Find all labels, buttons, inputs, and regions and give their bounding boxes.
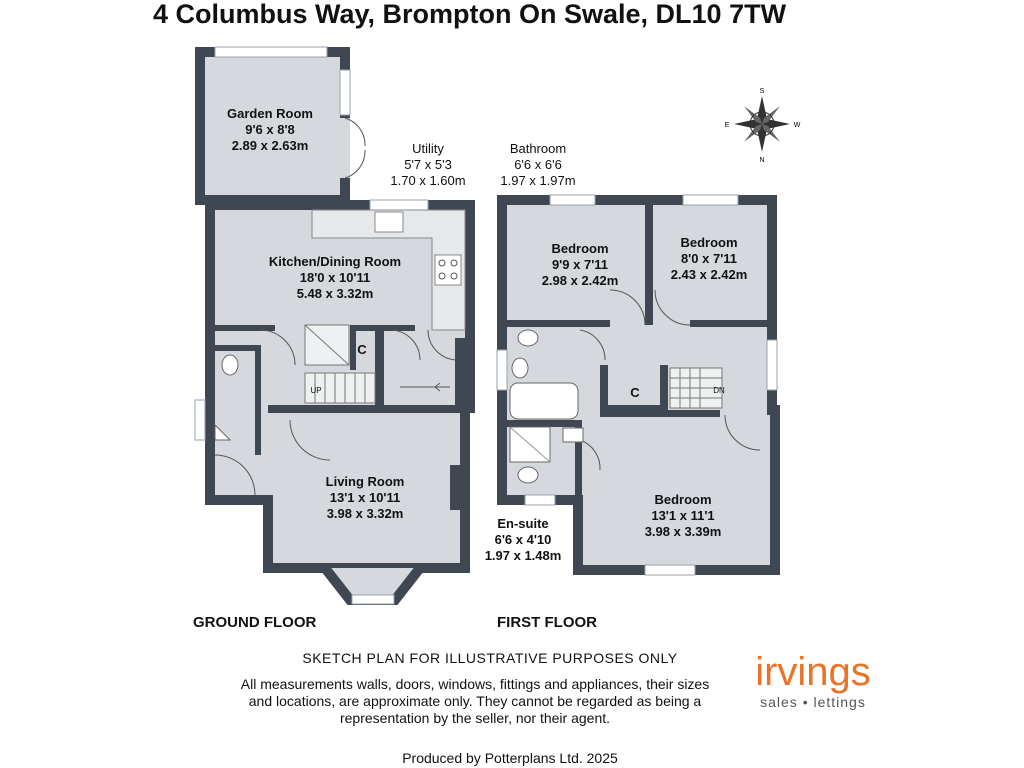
disclaimer-heading: SKETCH PLAN FOR ILLUSTRATIVE PURPOSES ONLY (302, 650, 678, 666)
living-room-label: Living Room 13'1 x 10'11 3.98 x 3.32m (325, 474, 405, 521)
compass-n: S (759, 88, 765, 95)
stairs-down-label: DN (713, 386, 725, 395)
wc-icon (518, 330, 538, 346)
compass-e: W (793, 122, 801, 129)
window (195, 400, 205, 440)
wall (355, 325, 415, 331)
basin-icon (563, 428, 583, 442)
garden-room-label: Garden Room 9'6 x 8'8 2.89 x 2.63m (227, 106, 313, 153)
wall (502, 320, 610, 327)
wc-icon (222, 355, 238, 375)
compass-rose-icon (725, 88, 801, 164)
window (215, 47, 327, 57)
compass-w: E (724, 122, 730, 129)
bath-icon (510, 383, 578, 419)
wall (255, 345, 261, 455)
utility-label: Utility 5'7 x 5'3 1.70 x 1.60m (390, 141, 466, 188)
wall (660, 365, 668, 410)
chimney-breast (450, 465, 460, 510)
ground-floor-heading: GROUND FLOOR (193, 614, 317, 631)
disclaimer-body: All measurements walls, doors, windows, fittings and appliances, their sizes and locations, are approximate only. They cannot be regarded as being a representation by the seller, nor their agent. (240, 676, 710, 726)
ensuite-label: En-suite 6'6 x 4'10 1.97 x 1.48m (484, 516, 562, 563)
window (370, 200, 428, 210)
window (525, 495, 555, 505)
cupboard-label-first: C (630, 385, 640, 400)
window (767, 340, 777, 390)
hob-icon (435, 255, 461, 285)
page-title: 4 Columbus Way, Brompton On Swale, DL10 7TW (153, 0, 787, 29)
wall (600, 410, 720, 417)
stairs-up-label: UP (310, 386, 322, 395)
window (550, 195, 595, 205)
wall (502, 420, 582, 427)
bedroom-2-label: Bedroom 8'0 x 7'11 2.43 x 2.42m (670, 235, 748, 282)
wall (455, 338, 465, 410)
french-door-gap (340, 118, 350, 178)
window (340, 70, 350, 115)
produced-by: Produced by Potterplans Ltd. 2025 (402, 750, 618, 766)
kitchen-label: Kitchen/Dining Room 18'0 x 10'11 5.48 x 3.32m (268, 254, 402, 301)
window (645, 565, 695, 575)
window (497, 350, 507, 390)
logo-tagline: sales • lettings (760, 694, 866, 710)
window (683, 195, 738, 205)
bedroom-1-label: Bedroom 9'9 x 7'11 2.98 x 2.42m (541, 241, 619, 288)
cupboard-label-ground: C (357, 342, 367, 357)
compass-s: N (759, 157, 765, 164)
first-floor-heading: FIRST FLOOR (497, 614, 597, 631)
wall (268, 405, 468, 413)
agent-logo (748, 650, 878, 710)
wall (205, 345, 260, 351)
basin-icon (512, 358, 528, 378)
wc-icon (518, 467, 538, 483)
wall (645, 205, 653, 325)
wall (690, 320, 772, 327)
sink-icon (375, 212, 403, 232)
window (352, 595, 394, 604)
bathroom-label: Bathroom 6'6 x 6'6 1.97 x 1.97m (500, 141, 576, 188)
wall (378, 330, 384, 410)
logo-name: irvings (755, 650, 871, 694)
bedroom-3-label: Bedroom 13'1 x 11'1 3.98 x 3.39m (644, 492, 722, 539)
